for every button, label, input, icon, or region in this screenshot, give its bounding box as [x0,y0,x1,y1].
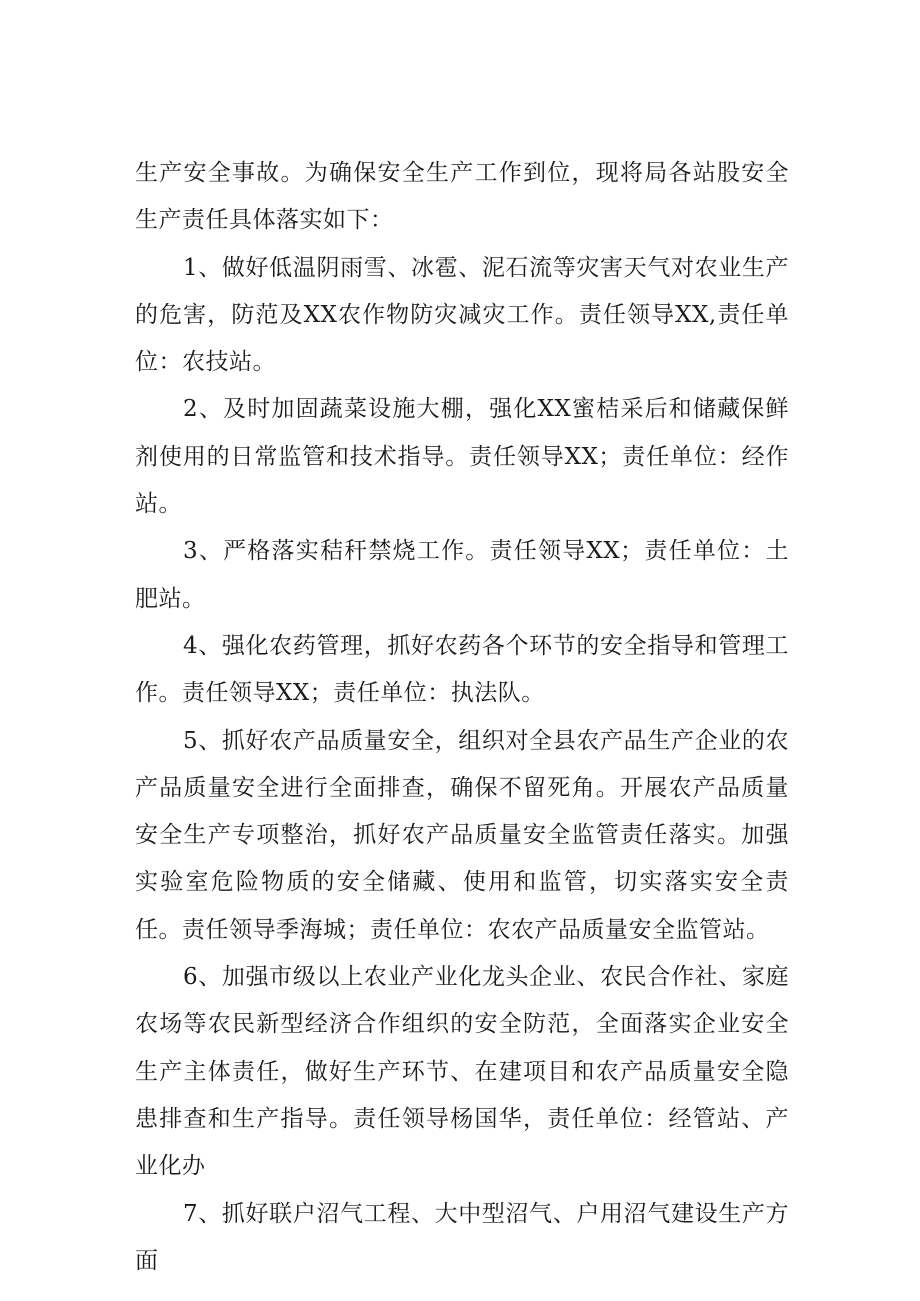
paragraph-item-2: 2、及时加固蔬菜设施大棚，强化XX蜜桔采后和储藏保鲜剂使用的日常监管和技术指导。责任领导XX；责任单位：经作站。 [135,396,789,518]
paragraph-item-7: 7、抓好联户沼气工程、大中型沼气、户用沼气建设生产方面 [135,1200,789,1274]
document-body [135,150,789,1285]
paragraph-item-3: 3、严格落实秸秆禁烧工作。责任领导XX；责任单位：土肥站。 [135,538,789,612]
paragraph-item-4: 4、强化农药管理，抓好农药各个环节的安全指导和管理工作。责任领导XX；责任单位：执法队。 [135,632,789,707]
paragraph-continuation: 生产安全事故。为确保安全生产工作到位，现将局各站股安全生产责任具体落实如下： [135,160,789,234]
paragraph-item-6: 6、加强市级以上农业产业化龙头企业、农民合作社、家庭农场等农民新型经济合作组织的安全防范，全面落实企业安全生产主体责任，做好生产环节、在建项目和农产品质量安全隐患排查和生产指导。责任领导杨国华，责任单位：经管站、产业化办 [135,964,789,1180]
paragraph-item-5: 5、抓好农产品质量安全，组织对全县农产品生产企业的农产品质量安全进行全面排查，确保不留死角。开展农产品质量安全生产专项整治，抓好农产品质量安全监管责任落实。加强实验室危险物质的安全储藏、使用和监管，切实落实安全责任。责任领导季海城；责任单位：农农产品质量安全监管站。 [135,727,789,943]
paragraph-item-1: 1、做好低温阴雨雪、冰雹、泥石流等灾害天气对农业生产的危害，防范及XX农作物防灾减灾工作。责任领导XX,责任单位：农技站。 [135,254,789,376]
